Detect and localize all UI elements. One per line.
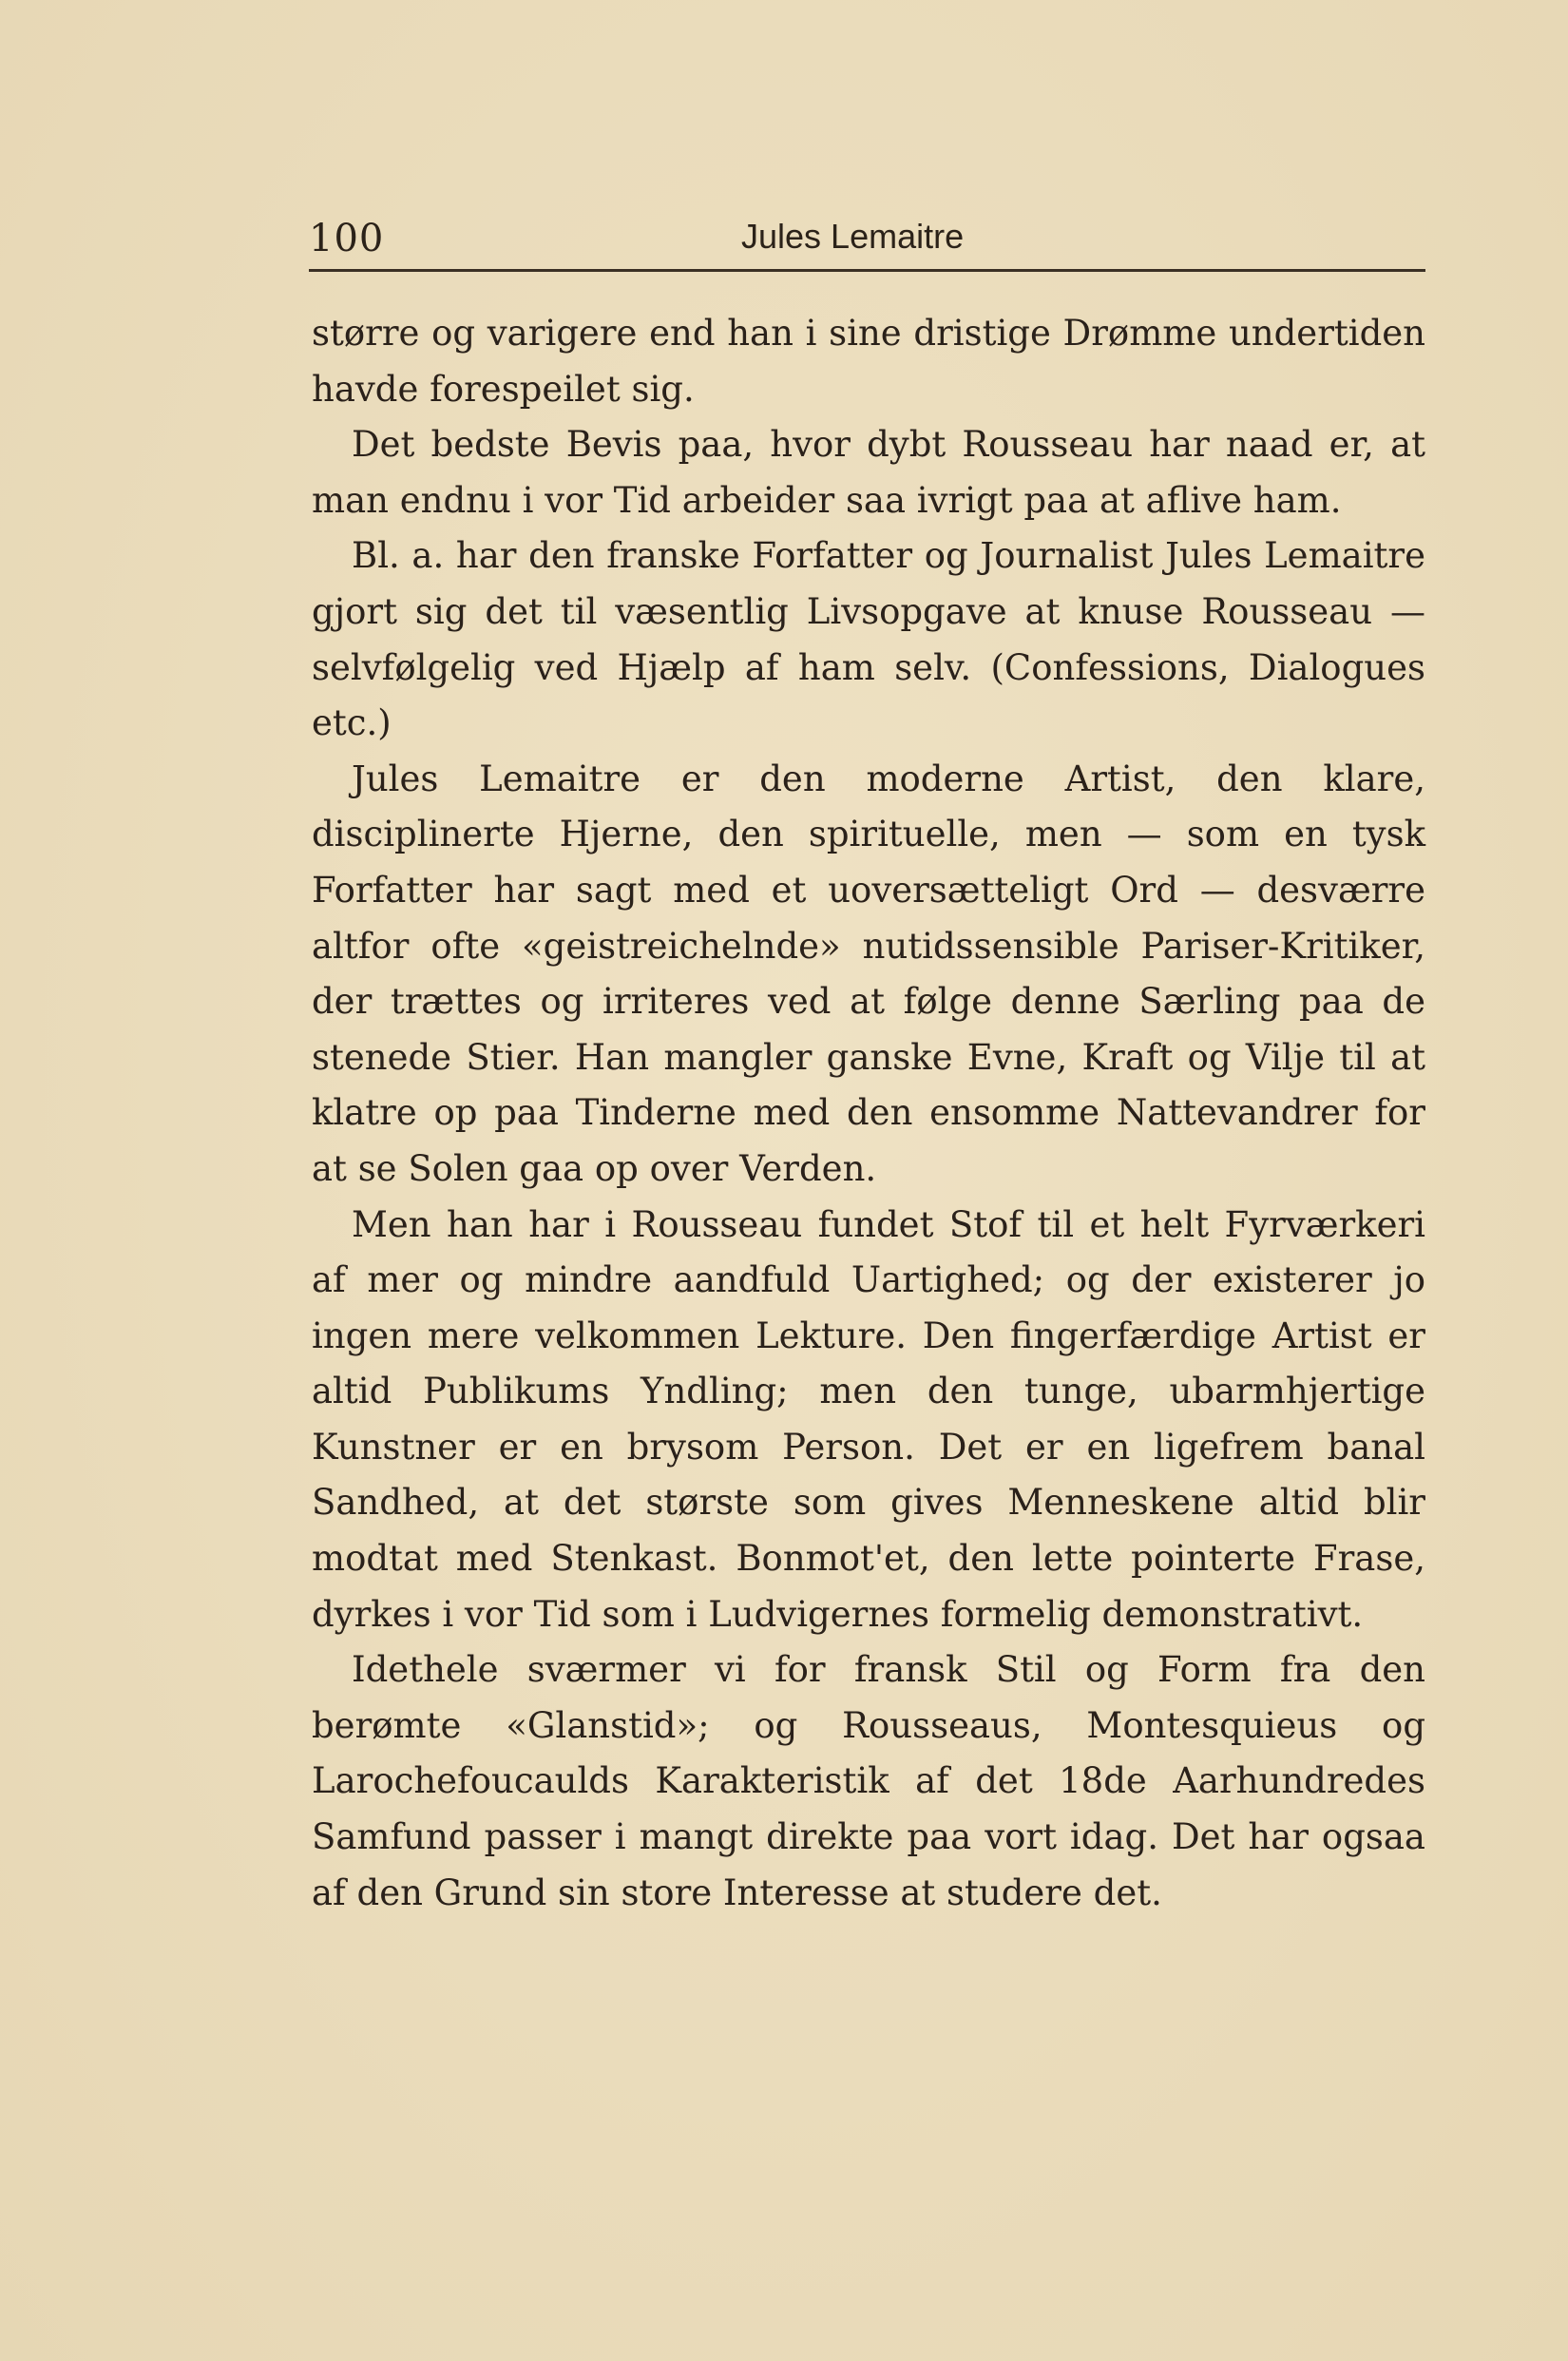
paragraph: Jules Lemaitre er den moderne Artist, den klare, disciplinerte Hjerne, den spirituelle, men — som en tysk Forfatter har sagt med et uoversætteligt Ord — desværre altfor ofte «geistreichelnde» nutidssensible Pariser-Kritiker, der trættes og irriteres ved at følge denne Særling paa de stenede Stier. Han mangler ganske Evne, Kraft og Vilje til at klatre op paa Tinderne med den ensomme Nattevandrer for at se Solen gaa op over Verden. [312,758,1425,1189]
page-header [309,207,1425,274]
paragraph: Bl. a. har den franske Forfatter og Journalist Jules Lemaitre gjort sig det til væsentlig Livsopgave at knuse Rousseau — selvfølgelig ved Hjælp af ham selv. (Confessions, Dialogues etc.) [312,535,1425,744]
page-number: 100 [309,217,385,260]
body-text [312,306,1425,1921]
running-title: Jules Lemaitre [741,217,965,256]
paragraph: Men han har i Rousseau fundet Stof til et helt Fyrværkeri af mer og mindre aandfuld Uartighed; og der existerer jo ingen mere velkommen Lekture. Den fingerfærdige Artist er altid Publikums Yndling; men den tunge, ubarmhjertige Kunstner er en brysom Person. Det er en ligefrem banal Sandhed, at det største som gives Menneskene altid blir modtat med Stenkast. Bonmot'et, den lette pointerte Frase, dyrkes i vor Tid som i Ludvigernes formelig demonstrativt. [312,1203,1425,1635]
header-rule [309,269,1425,272]
paragraph: Idethele sværmer vi for fransk Stil og Form fra den berømte «Glanstid»; og Rousseaus, Montesquieus og Larochefoucaulds Karakteristik af det 18de Aarhundredes Samfund passer i mangt direkte paa vort idag. Det har ogsaa af den Grund sin store Interesse at studere det. [312,1649,1425,1913]
paragraph-continuation: større og varigere end han i sine dristige Drømme undertiden havde forespeilet sig. [312,313,1425,410]
paragraph: Det bedste Bevis paa, hvor dybt Rousseau har naad er, at man endnu i vor Tid arbeider saa ivrigt paa at aflive ham. [312,424,1425,521]
